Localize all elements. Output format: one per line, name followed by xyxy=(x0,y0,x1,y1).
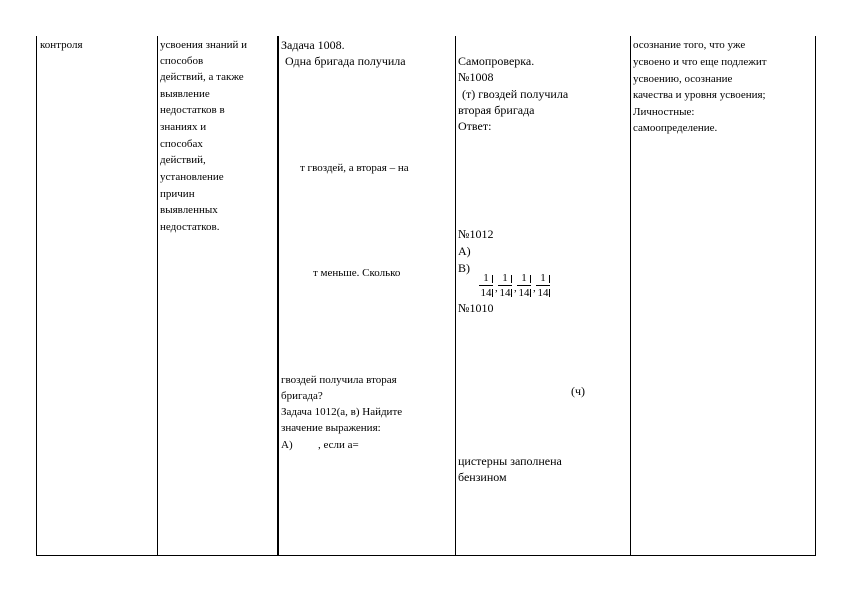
unit-label: (ч) xyxy=(571,384,586,398)
col2-line: усвоения знаний и xyxy=(160,39,248,51)
col5-line: осознание того, что уже xyxy=(633,39,746,51)
task-number: №1008 xyxy=(458,70,494,84)
task2-a-label: А) xyxy=(281,439,293,451)
item-label: А) xyxy=(458,244,471,258)
col5-line: усвоено и что еще подлежит xyxy=(633,56,767,68)
col2-line: действий, xyxy=(160,154,206,166)
comma-separator: , xyxy=(514,282,517,294)
answer-label: Ответ: xyxy=(458,119,492,133)
task-text: т меньше. Сколько xyxy=(313,267,401,279)
col5-line: качества и уровня усвоения; xyxy=(633,89,766,101)
column-divider xyxy=(455,36,456,555)
comma-separator: , xyxy=(495,282,498,294)
col5-line: самоопределение. xyxy=(633,122,718,134)
column-divider xyxy=(157,36,158,555)
task-text: Одна бригада получила xyxy=(285,54,406,68)
document-page: контроля усвоения знаний и способов действий, а также выявление недостатков в знаниях и способах действий, установление причин выявленных недостатков. Задача 1008. Одна бригада получила т гвоздей, а вторая – на т меньше. Сколько гвоздей получила вторая бригада? Задача 1012(а, в) Найдите значение выражения: А) , если а= Самопроверка. №1008 (т) гвоздей получила вторая бригада Ответ: №1012 А) В) 1 14 , 1 14 , 1 14 , 1 14 №1010 (ч) цистерны заполнена бензином осознание того, что уже усвоено и что еще подлежит усвоению, осознание качества и уровня усвоения; Личностные: самоопределение. xyxy=(0,0,842,595)
task-text: т гвоздей, а вторая – на xyxy=(300,162,409,174)
col2-line: действий, а также xyxy=(160,71,244,83)
col5-line: усвоению, осознание xyxy=(633,73,733,85)
task-text: бригада? xyxy=(281,390,323,402)
task-number: №1012 xyxy=(458,227,494,241)
col2-line: знаниях и xyxy=(160,121,207,133)
answer-text: вторая бригада xyxy=(458,103,535,117)
col2-line: выявленных xyxy=(160,204,218,216)
answer-text: (т) гвоздей получила xyxy=(462,87,569,101)
col2-line: способов xyxy=(160,55,204,67)
column-divider xyxy=(277,36,279,555)
col2-line: выявление xyxy=(160,88,210,100)
column-divider xyxy=(630,36,631,555)
task2-a-text: , если а= xyxy=(318,439,359,451)
col1-text: контроля xyxy=(40,39,83,51)
col2-line: недостатков. xyxy=(160,221,220,233)
col2-line: способах xyxy=(160,138,203,150)
task2-title: Задача 1012(а, в) Найдите xyxy=(281,406,403,418)
answer-text: бензином xyxy=(458,470,507,484)
item-label: В) xyxy=(458,261,470,275)
task2-text: значение выражения: xyxy=(281,422,381,434)
selfcheck-heading: Самопроверка. xyxy=(458,54,535,68)
comma-separator: , xyxy=(533,282,536,294)
answer-text: цистерны заполнена xyxy=(458,454,562,468)
col2-line: установление xyxy=(160,171,224,183)
col2-line: причин xyxy=(160,188,195,200)
col2-line: недостатков в xyxy=(160,104,225,116)
task-text: гвоздей получила вторая xyxy=(281,374,397,386)
task-number: №1010 xyxy=(458,301,494,315)
lesson-table xyxy=(36,36,816,556)
col5-line: Личностные: xyxy=(633,106,695,118)
task-title: Задача 1008. xyxy=(281,38,345,52)
